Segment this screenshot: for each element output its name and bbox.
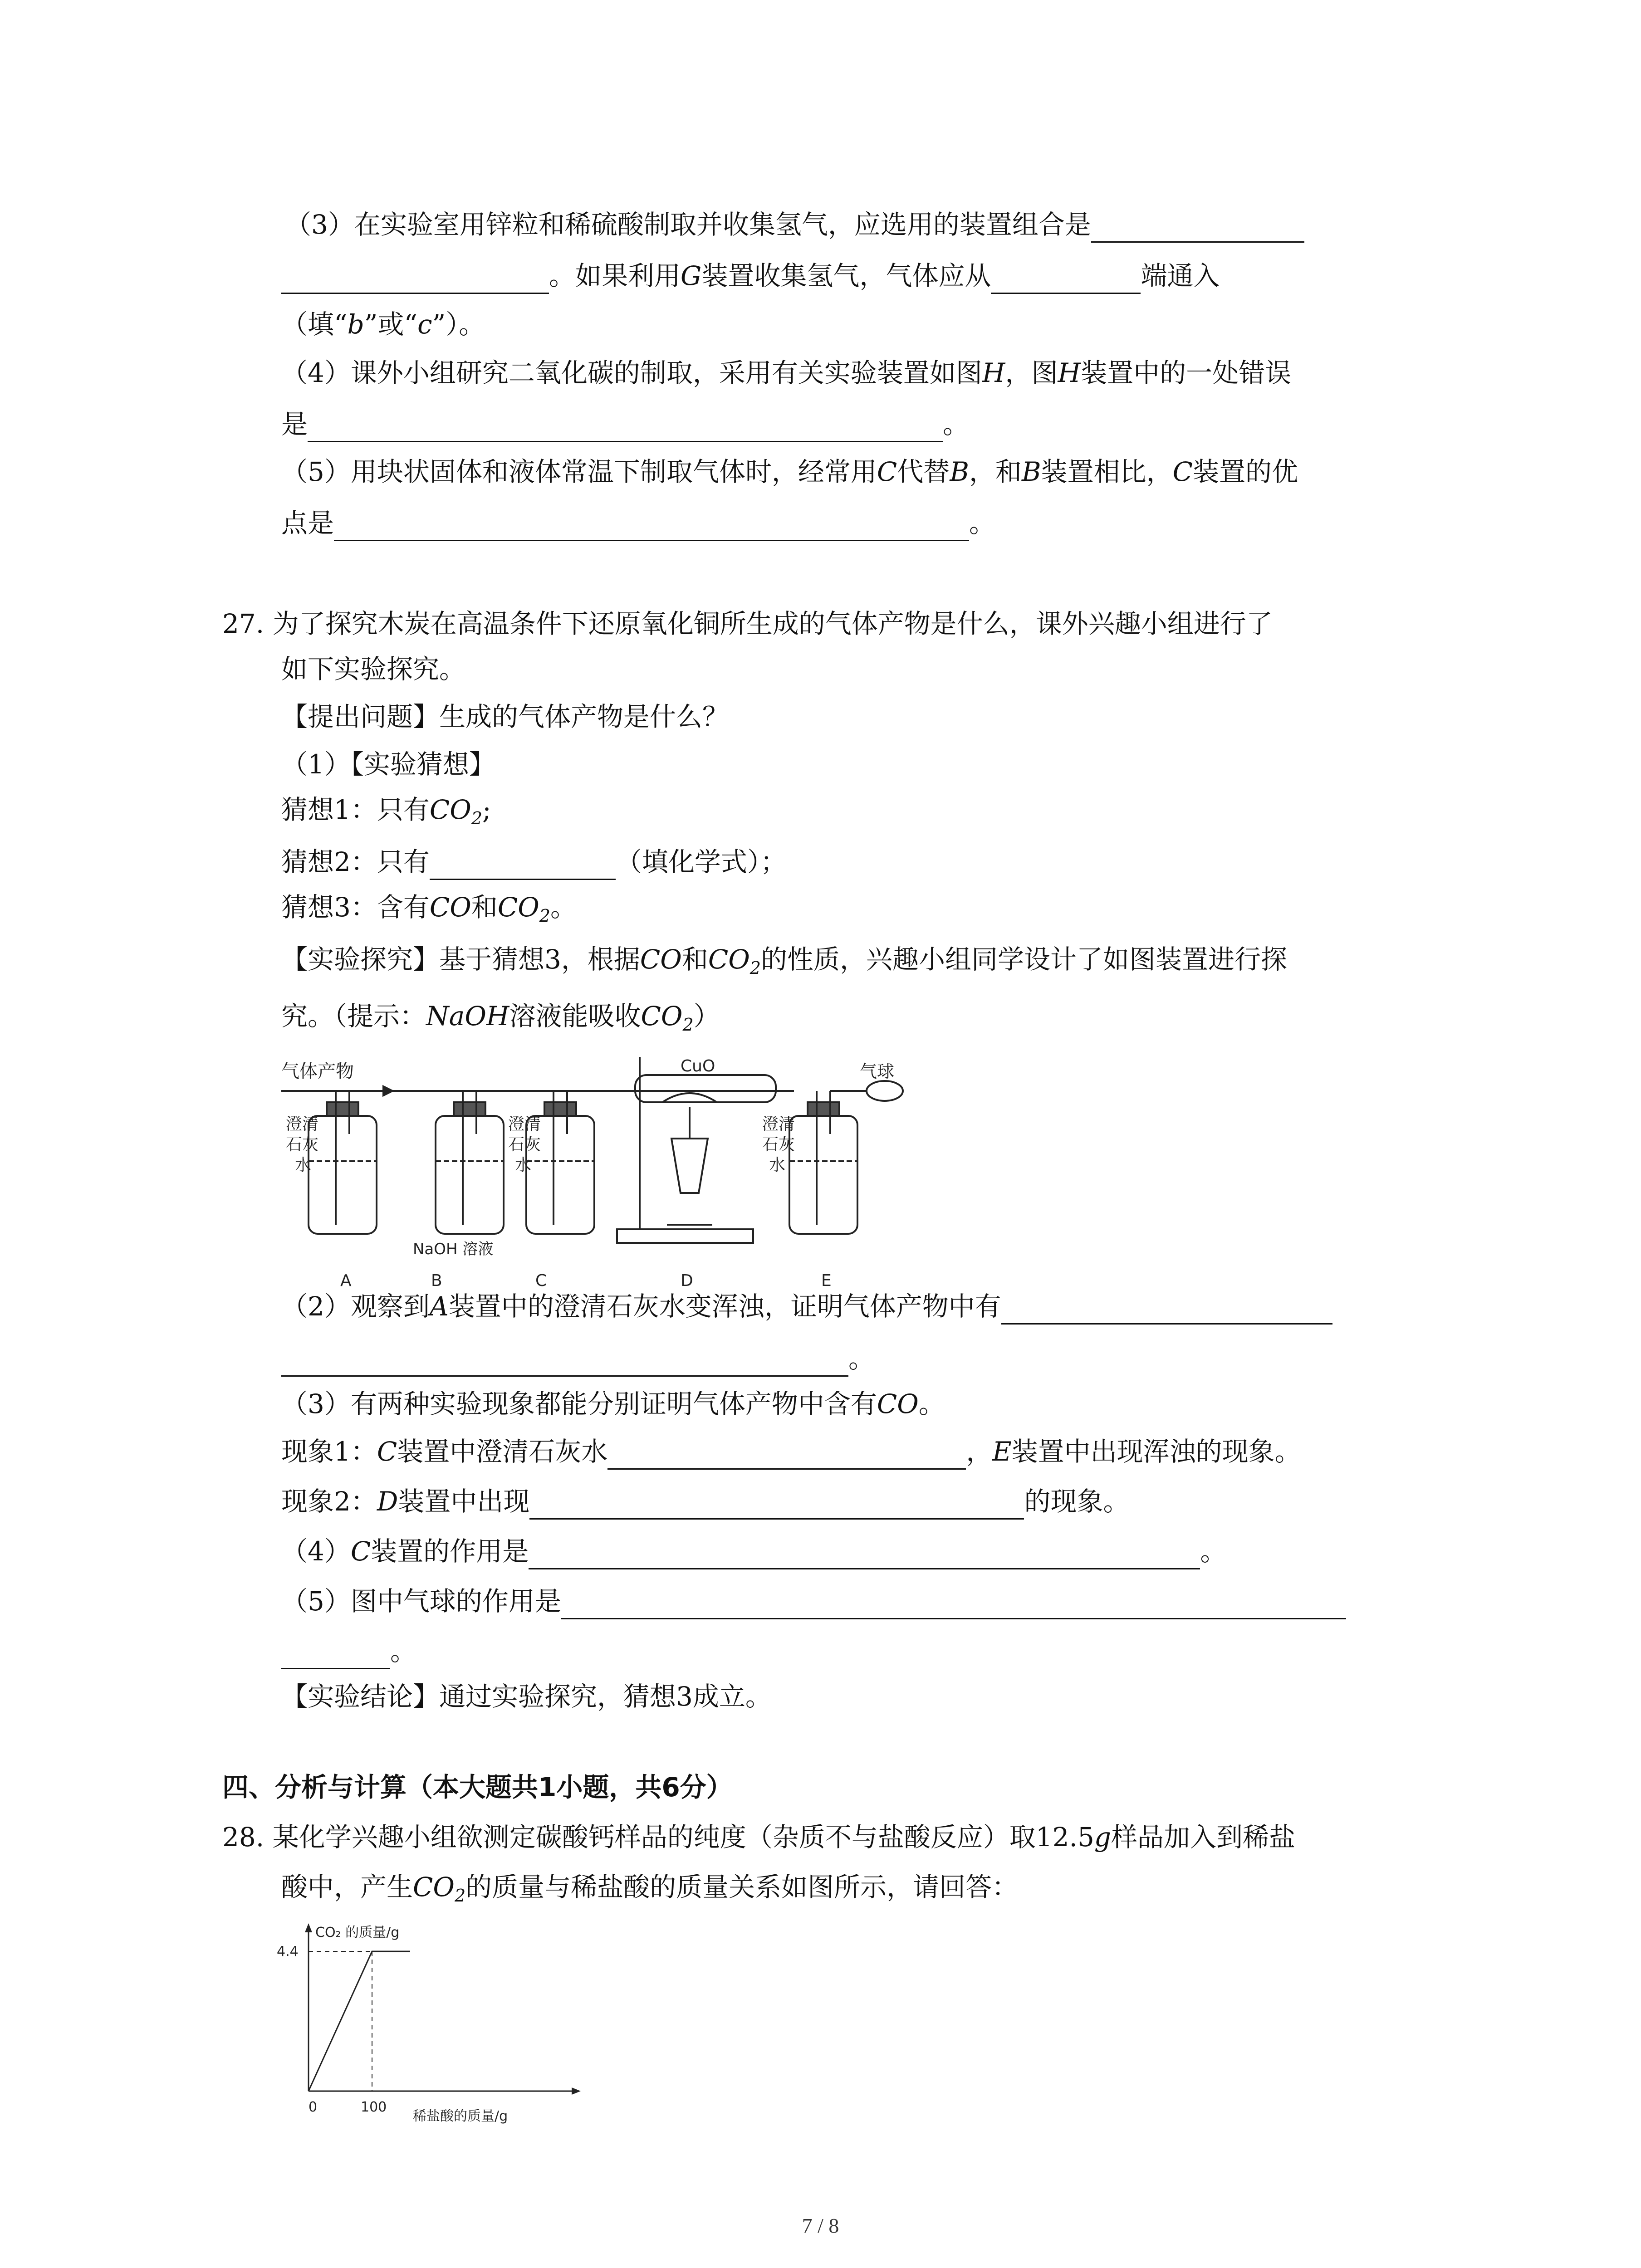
label-limewater-a3: 水 — [295, 1156, 312, 1174]
q26-part3-line2: 。如果利用G装置收集氢气，气体应从 端通入 — [281, 258, 1220, 294]
label-limewater-c3: 水 — [515, 1156, 532, 1174]
y-tick-label: 4.4 — [277, 1944, 299, 1960]
q28-stem-line2: 酸中，产生$CO_2$的质量与稀盐酸的质量关系如图所示，请回答： — [281, 1872, 1019, 1906]
label-b: B — [431, 1271, 442, 1290]
label-limewater-c2: 石灰 — [508, 1135, 541, 1154]
q27-part5-line2: 。 — [281, 1633, 416, 1669]
q27-phenomenon2: 现象2：D装置中出现 的现象。 — [281, 1483, 1129, 1520]
bottle-a — [309, 1116, 377, 1234]
answer-blank[interactable] — [334, 513, 969, 541]
label-limewater-e1: 澄清 — [762, 1115, 795, 1134]
arrow-icon — [383, 1086, 392, 1095]
answer-blank[interactable] — [529, 1541, 1200, 1569]
label-balloon: 气球 — [860, 1061, 895, 1081]
x-axis-arrow-icon — [572, 2087, 581, 2095]
answer-blank[interactable] — [561, 1591, 1346, 1619]
spirit-lamp — [671, 1139, 708, 1193]
page-number: 7 / 8 — [802, 2214, 839, 2237]
answer-blank[interactable] — [430, 851, 616, 880]
label-limewater-c1: 澄清 — [508, 1115, 541, 1134]
q26-part5-line1: （5）用块状固体和液体常温下制取气体时，经常用C代替B，和B装置相比，C装置的优 — [281, 456, 1298, 487]
q27-part2-line1: （2）观察到A装置中的澄清石灰水变浑浊，证明气体产物中有 — [281, 1288, 1332, 1325]
q27-explore-line1: 【实验探究】基于猜想3，根据CO和$CO_2$的性质，兴趣小组同学设计了如图装置进行探 — [281, 944, 1287, 978]
q26-part4-line1: （4）课外小组研究二氧化碳的制取，采用有关实验装置如图H，图H装置中的一处错误 — [281, 357, 1292, 388]
answer-blank[interactable] — [1091, 214, 1304, 243]
q26-part3-line3: （填“b”或“c”）。 — [281, 309, 485, 340]
q27-conclusion: 【实验结论】通过实验探究，猜想3成立。 — [281, 1681, 772, 1712]
q27-part1-label: （1）【实验猜想】 — [281, 749, 495, 780]
stand-base — [617, 1229, 753, 1243]
x-tick-label: 100 — [361, 2099, 387, 2115]
q27-part4: （4）C装置的作用是 。 — [281, 1533, 1226, 1569]
q27-part2-line2: 。 — [281, 1340, 875, 1377]
label-naoh: NaOH 溶液 — [413, 1240, 494, 1258]
answer-blank[interactable] — [607, 1441, 966, 1470]
apparatus-figure — [281, 1048, 916, 1293]
q27-ask: 【提出问题】生成的气体产物是什么？ — [281, 701, 729, 732]
q27-guess3: 猜想3：含有CO和$CO_2$。 — [281, 892, 577, 926]
q27-phenomenon1: 现象1：C装置中澄清石灰水 ，E装置中出现浑浊的现象。 — [281, 1433, 1301, 1470]
q26-part3-line1 — [285, 206, 1304, 243]
answer-blank[interactable] — [308, 414, 943, 442]
series-line — [309, 1951, 410, 2091]
bottle-c — [526, 1116, 594, 1234]
balloon — [867, 1081, 903, 1101]
combustion-tube — [635, 1075, 776, 1102]
y-axis-label: CO₂ 的质量/g — [315, 1925, 400, 1941]
label-c: C — [535, 1271, 547, 1290]
q26-p3-text: （3）在实验室用锌粒和稀硫酸制取并收集氢气，应选用的装置组合是 — [285, 209, 1091, 240]
answer-blank[interactable] — [281, 265, 549, 294]
answer-blank[interactable] — [1001, 1296, 1332, 1325]
co2-mass-chart — [263, 1919, 590, 2132]
label-a: A — [340, 1271, 352, 1290]
label-limewater-e3: 水 — [769, 1156, 786, 1174]
q27-stem-line1: 27. 为了探究木炭在高温条件下还原氧化铜所生成的气体产物是什么，课外兴趣小组进行了 — [222, 608, 1273, 639]
q27-explore-line2: 究。（提示：NaOH溶液能吸收$CO_2$） — [281, 1001, 720, 1035]
q27-guess1: 猜想1：只有$CO_2$; — [281, 794, 491, 828]
label-limewater-a1: 澄清 — [286, 1115, 319, 1134]
answer-blank[interactable] — [281, 1348, 848, 1377]
x-tick-label: 0 — [309, 2099, 318, 2115]
q27-stem-line2: 如下实验探究。 — [281, 654, 466, 684]
question-number: 27. — [222, 608, 265, 639]
y-axis-arrow-icon — [305, 1923, 312, 1932]
x-axis-label: 稀盐酸的质量/g — [413, 2108, 508, 2124]
answer-blank[interactable] — [529, 1491, 1024, 1520]
q27-guess2: 猜想2：只有 （填化学式）； — [281, 844, 787, 880]
section-heading: 四、分析与计算（本大题共1小题，共6分） — [222, 1772, 733, 1803]
label-limewater-a2: 石灰 — [286, 1135, 319, 1154]
bottle-e — [789, 1116, 857, 1234]
label-limewater-e2: 石灰 — [762, 1135, 795, 1154]
q28-stem-line1: 28. 某化学兴趣小组欲测定碳酸钙样品的纯度（杂质不与盐酸反应）取12.5g样品加入到稀盐 — [222, 1822, 1295, 1853]
q27-part3: （3）有两种实验现象都能分别证明气体产物中含有CO。 — [281, 1388, 945, 1419]
question-number: 28. — [222, 1822, 265, 1853]
q26-part4-line2: 是 。 — [281, 406, 969, 442]
bottle-b — [436, 1116, 504, 1234]
label-d: D — [681, 1271, 693, 1290]
label-gas-product: 气体产物 — [281, 1061, 354, 1082]
label-e: E — [821, 1271, 832, 1290]
answer-blank[interactable] — [281, 1641, 390, 1669]
label-cuo: CuO — [681, 1057, 715, 1075]
answer-blank[interactable] — [991, 265, 1141, 294]
q27-part5-line1: （5）图中气球的作用是 — [281, 1583, 1346, 1619]
q26-part5-line2: 点是 。 — [281, 505, 995, 541]
